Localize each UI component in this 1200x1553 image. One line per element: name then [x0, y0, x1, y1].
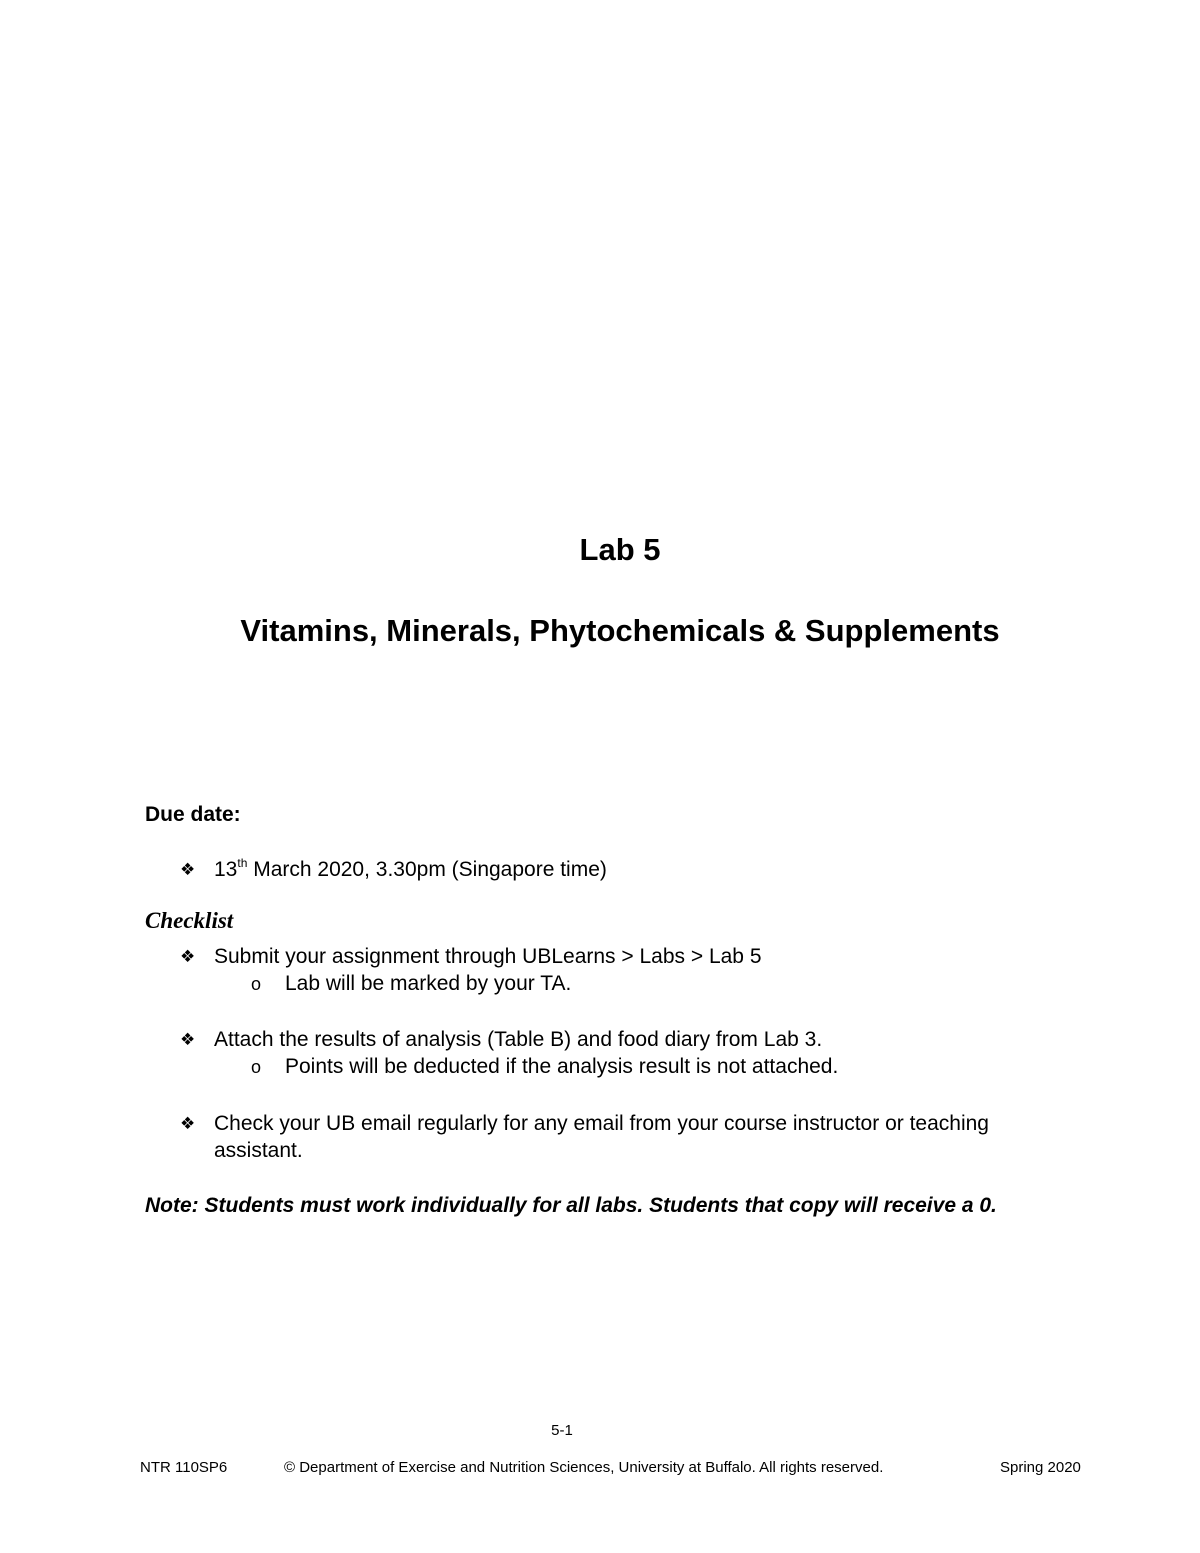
checklist-subitem-marked: Lab will be marked by your TA.	[285, 972, 572, 995]
footer-course-code: NTR 110SP6	[140, 1459, 228, 1476]
due-date-heading: Due date:	[145, 803, 241, 826]
diamond-bullet-icon: ❖	[180, 1030, 196, 1049]
footer-copyright: © Department of Exercise and Nutrition Sciences, University at Buffalo. All rights reserved.	[284, 1459, 884, 1476]
circle-bullet-icon: o	[251, 974, 262, 994]
due-day-suffix: th	[237, 856, 248, 870]
checklist-heading: Checklist	[145, 908, 234, 933]
due-date-rest: March 2020, 3.30pm (Singapore time)	[247, 858, 607, 881]
checklist-item-email-line2: assistant.	[214, 1139, 303, 1162]
diamond-bullet-icon: ❖	[180, 947, 196, 966]
lab-title: Lab 5	[579, 532, 661, 567]
checklist-item-attach: Attach the results of analysis (Table B) and food diary from Lab 3.	[214, 1028, 823, 1051]
due-date-value	[214, 856, 607, 883]
checklist-item-email-line1: Check your UB email regularly for any email from your course instructor or teaching	[214, 1112, 989, 1135]
due-day: 13	[214, 858, 238, 881]
footer-term: Spring 2020	[1000, 1459, 1081, 1476]
note-text: Note: Students must work individually for all labs. Students that copy will receive a 0.	[145, 1194, 997, 1217]
checklist-item-submit: Submit your assignment through UBLearns > Labs > Lab 5	[214, 945, 762, 968]
circle-bullet-icon: o	[251, 1057, 262, 1077]
diamond-bullet-icon: ❖	[180, 1114, 196, 1133]
diamond-bullet-icon: ❖	[180, 860, 196, 879]
checklist-subitem-deducted: Points will be deducted if the analysis result is not attached.	[285, 1055, 839, 1078]
page-number: 5-1	[551, 1422, 573, 1439]
lab-subtitle: Vitamins, Minerals, Phytochemicals & Supplements	[240, 613, 1000, 648]
